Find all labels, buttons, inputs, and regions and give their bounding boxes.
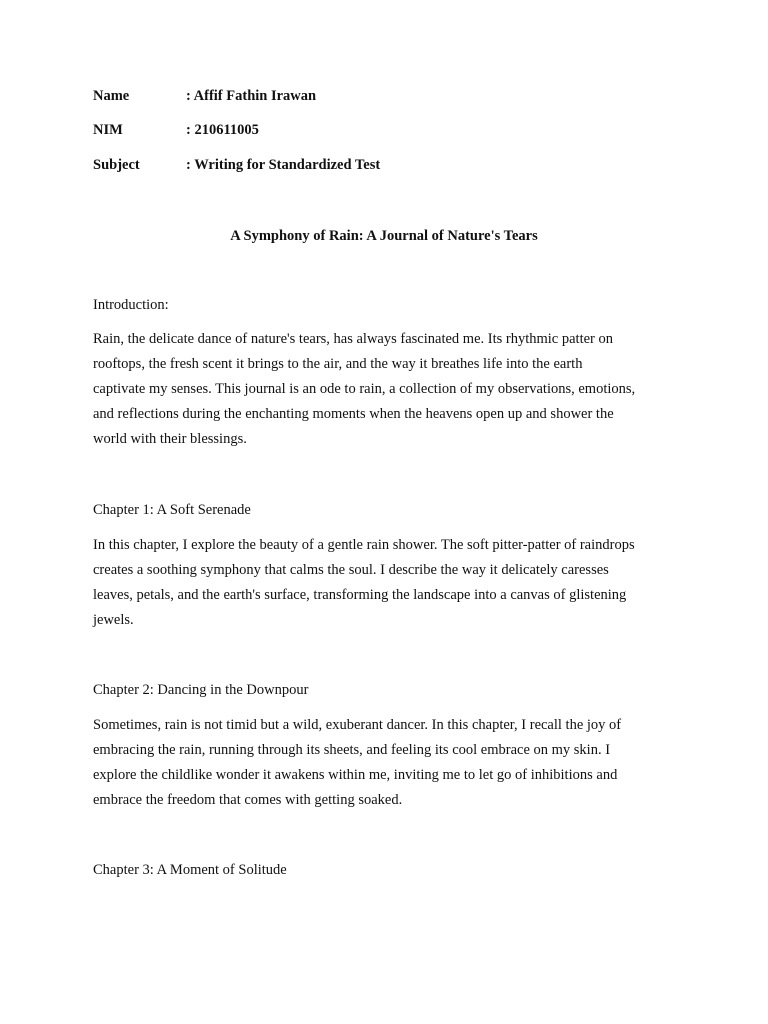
paragraph-introduction <box>93 327 683 452</box>
paragraph-line: leaves, petals, and the earth's surface, transforming the landscape into a canvas of glistening <box>93 587 627 603</box>
paragraph-chapter-2 <box>93 713 683 813</box>
nim-value: : 210611005 <box>186 122 259 138</box>
paragraph-line: Rain, the delicate dance of nature's tears, has always fascinated me. Its rhythmic patter on <box>93 331 613 347</box>
paragraph-line: and reflections during the enchanting moments when the heavens open up and shower the <box>93 406 614 422</box>
document-title: A Symphony of Rain: A Journal of Nature's Tears <box>230 228 538 244</box>
paragraph-line: creates a soothing symphony that calms the soul. I describe the way it delicately caresses <box>93 562 609 578</box>
section-heading-introduction: Introduction: <box>93 297 169 313</box>
paragraph-line: rooftops, the fresh scent it brings to the air, and the way it breathes life into the earth <box>93 356 583 372</box>
nim-row <box>93 122 259 139</box>
subject-value: : Writing for Standardized Test <box>186 157 381 173</box>
name-row <box>93 88 316 105</box>
nim-label: NIM <box>93 122 123 138</box>
paragraph-line: embracing the rain, running through its sheets, and feeling its cool embrace on my skin. I <box>93 742 611 758</box>
section-heading-chapter-1: Chapter 1: A Soft Serenade <box>93 502 251 518</box>
paragraph-line: In this chapter, I explore the beauty of a gentle rain shower. The soft pitter-patter of raindrops <box>93 537 635 553</box>
name-label: Name <box>93 88 130 104</box>
paragraph-line: explore the childlike wonder it awakens within me, inviting me to let go of inhibitions and <box>93 767 618 783</box>
paragraph-line: embrace the freedom that comes with getting soaked. <box>93 792 403 808</box>
section-heading-chapter-3: Chapter 3: A Moment of Solitude <box>93 862 287 878</box>
paragraph-line: captivate my senses. This journal is an ode to rain, a collection of my observations, emotions, <box>93 381 636 397</box>
subject-row <box>93 157 380 174</box>
paragraph-line: Sometimes, rain is not timid but a wild, exuberant dancer. In this chapter, I recall the joy of <box>93 717 622 733</box>
subject-label: Subject <box>93 157 140 173</box>
paragraph-line: jewels. <box>93 612 134 628</box>
name-value: : Affif Fathin Irawan <box>186 88 317 104</box>
paragraph-line: world with their blessings. <box>93 431 247 447</box>
paragraph-chapter-1 <box>93 533 683 633</box>
section-heading-chapter-2: Chapter 2: Dancing in the Downpour <box>93 682 309 698</box>
